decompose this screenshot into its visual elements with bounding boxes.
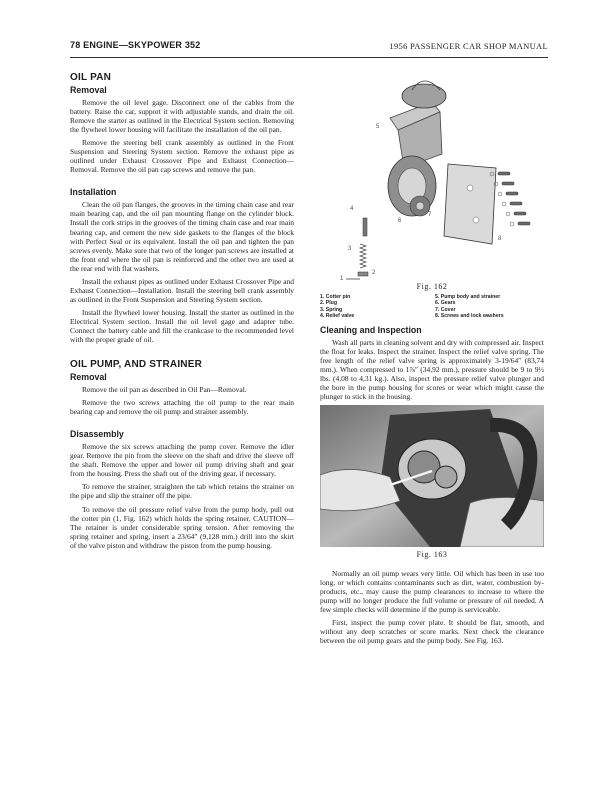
paragraph: Install the exhaust pipes as outlined under Exhaust Crossover Pipe and Exhaust Connection—Installation. Install the steering bell crank assembly as outlined in the Front Suspension and Steering System section.: [70, 276, 294, 304]
fig-163-caption: Fig. 163: [416, 549, 448, 559]
legend-item: 7. Cover: [435, 306, 456, 313]
legend-item: 6. Gears: [435, 300, 456, 307]
paragraph: Remove the oil level gage. Disconnect one of the cables from the battery. Raise the car, support it with adjustable stands, and drain the oil. Remove the starter as outlined in the Electrical System section. Removing the flywheel lower housing will facilitate the installation of the oil pan.: [70, 98, 294, 135]
oil-pan-removal-heading: Removal: [70, 85, 107, 95]
paragraph: To remove the oil pressure relief valve from the pump body, pull out the cotter pin (1, Fig. 162) which holds the spring retainer. CAUTION—The retainer is under considerable spring tension. After removing the spring retainer and spring, insert a 23/64″ (9,128 mm.) drill into the skirt of the valve piston and withdraw the piston from the pump housing.: [70, 504, 294, 550]
callout-4: 4: [350, 206, 354, 212]
paragraph: Normally an oil pump wears very little. Oil which has been in use too long, or which contains contaminants such as dirt, water, combustion by-products, etc., may cause the pump clearances to increase to where the pump will no longer produce the full volume or pressure of oil needed. A few simple checks will determine if the pump is serviceable.: [320, 568, 544, 615]
callout-1: 1: [340, 276, 344, 282]
oil-pan-installation-heading: Installation: [70, 187, 117, 198]
paragraph: Remove the two screws attaching the oil pump to the rear main bearing cap and remove the oil pump and strainer assembly.: [70, 398, 294, 417]
paragraph: Remove the steering bell crank assembly as outlined in the Front Suspension and Steering System section. Remove the exhaust pipe as outlined under Exhaust Crossover Pipe and Exhaust Connection—Removal. Remove the oil pan cap screws and remove the pan.: [70, 138, 294, 175]
cleaning-inspection-heading: Cleaning and Inspection: [320, 324, 422, 335]
page-header-right: 1956 PASSENGER CAR SHOP MANUAL: [389, 41, 548, 51]
callout-3: 3: [348, 246, 352, 252]
page-header-left: 78 ENGINE—SKYPOWER 352: [70, 40, 201, 50]
legend-item: 1. Cotter pin: [320, 294, 351, 300]
paragraph: First, inspect the pump cover plate. It should be flat, smooth, and without any deep scratches or score marks. Next check the clearance between the oil pump gears and the pump body. See Fig. 163.: [320, 618, 544, 646]
callout-6: 6: [398, 218, 402, 224]
paragraph: Remove the six screws attaching the pump cover. Remove the idler gear. Remove the pin from the sleeve on the shaft and drive the sleeve off the shaft. Remove the upper and lower oil pump driving shaft and gear from the housing. Press the shaft out of the driving gear, if necessary.: [70, 442, 294, 479]
paragraph: Remove the oil pan as described in Oil Pan—Removal.: [82, 385, 247, 395]
legend-item: 5. Pump body and strainer: [435, 294, 501, 300]
legend-item: 4. Relief valve: [320, 313, 355, 320]
callout-7: 7: [428, 212, 432, 218]
legend-item: 3. Spring: [320, 306, 343, 313]
oil-pump-removal-heading: Removal: [70, 372, 107, 383]
oil-pump-gear-clearance-photo: [320, 405, 544, 547]
photo-illustration: [320, 405, 544, 547]
paragraph: Wash all parts in cleaning solvent and dry with compressed air. Inspect the float for leaks. Inspect the strainer. Inspect the relief valve spring. The free length of the relief valve spring is approximately 3-19/64″ (83,74 mm.). When compressed to 1⅞″ (34,92 mm.), pressure should be 9 to 9½ lbs. (4,08 to 4,31 kg.). Also, inspect the pressure relief valve plunger and the bore in the pump housing for scores or wear which might cause the plunger to stick in the housing.: [320, 337, 544, 401]
callout-8: 8: [498, 236, 502, 242]
oil-pump-title: OIL PUMP, AND STRAINER: [70, 359, 203, 371]
oil-pan-title: OIL PAN: [70, 72, 112, 83]
callout-2: 2: [372, 270, 376, 276]
legend-item: 8. Screws and lock washers: [435, 313, 504, 320]
paragraph: Clean the oil pan flanges, the grooves in the timing chain case and rear main bearing cap, and the oil pan mounting flange on the cylinder block. Install the cork strips in the grooves of the timing chain case and rear main bearing cap, and cement the new side gaskets to the flanges of the block with Perfect Seal or its equivalent. Install the oil pan and tighten the pan screws evenly. Make sure that two of the longer pan screws are installed at the front end where the oil pan is reinforced and the other two are used at the rear end with flat washers.: [70, 200, 294, 273]
disassembly-heading: Disassembly: [70, 429, 124, 440]
paragraph: To remove the strainer, straighten the tab which retains the strainer on the pipe and slip the strainer off the pipe.: [70, 482, 294, 501]
legend-item: 2. Plug: [320, 300, 338, 307]
exploded-view-drawing: [320, 68, 544, 282]
left-column: [70, 68, 294, 554]
fig-162-legend: [320, 294, 544, 320]
fig-162-caption: Fig. 162: [416, 282, 448, 291]
right-column: [320, 68, 544, 649]
oil-pump-exploded-diagram: [320, 68, 544, 282]
paragraph: Install the flywheel lower housing. Install the starter as outlined in the Electrical System section. Install the oil level gage and adapter tube. Connect the battery cable and fill the crankcase to the recommended level with the proper grade of oil.: [70, 307, 294, 345]
header-rule: [70, 57, 548, 58]
callout-5: 5: [376, 124, 380, 130]
